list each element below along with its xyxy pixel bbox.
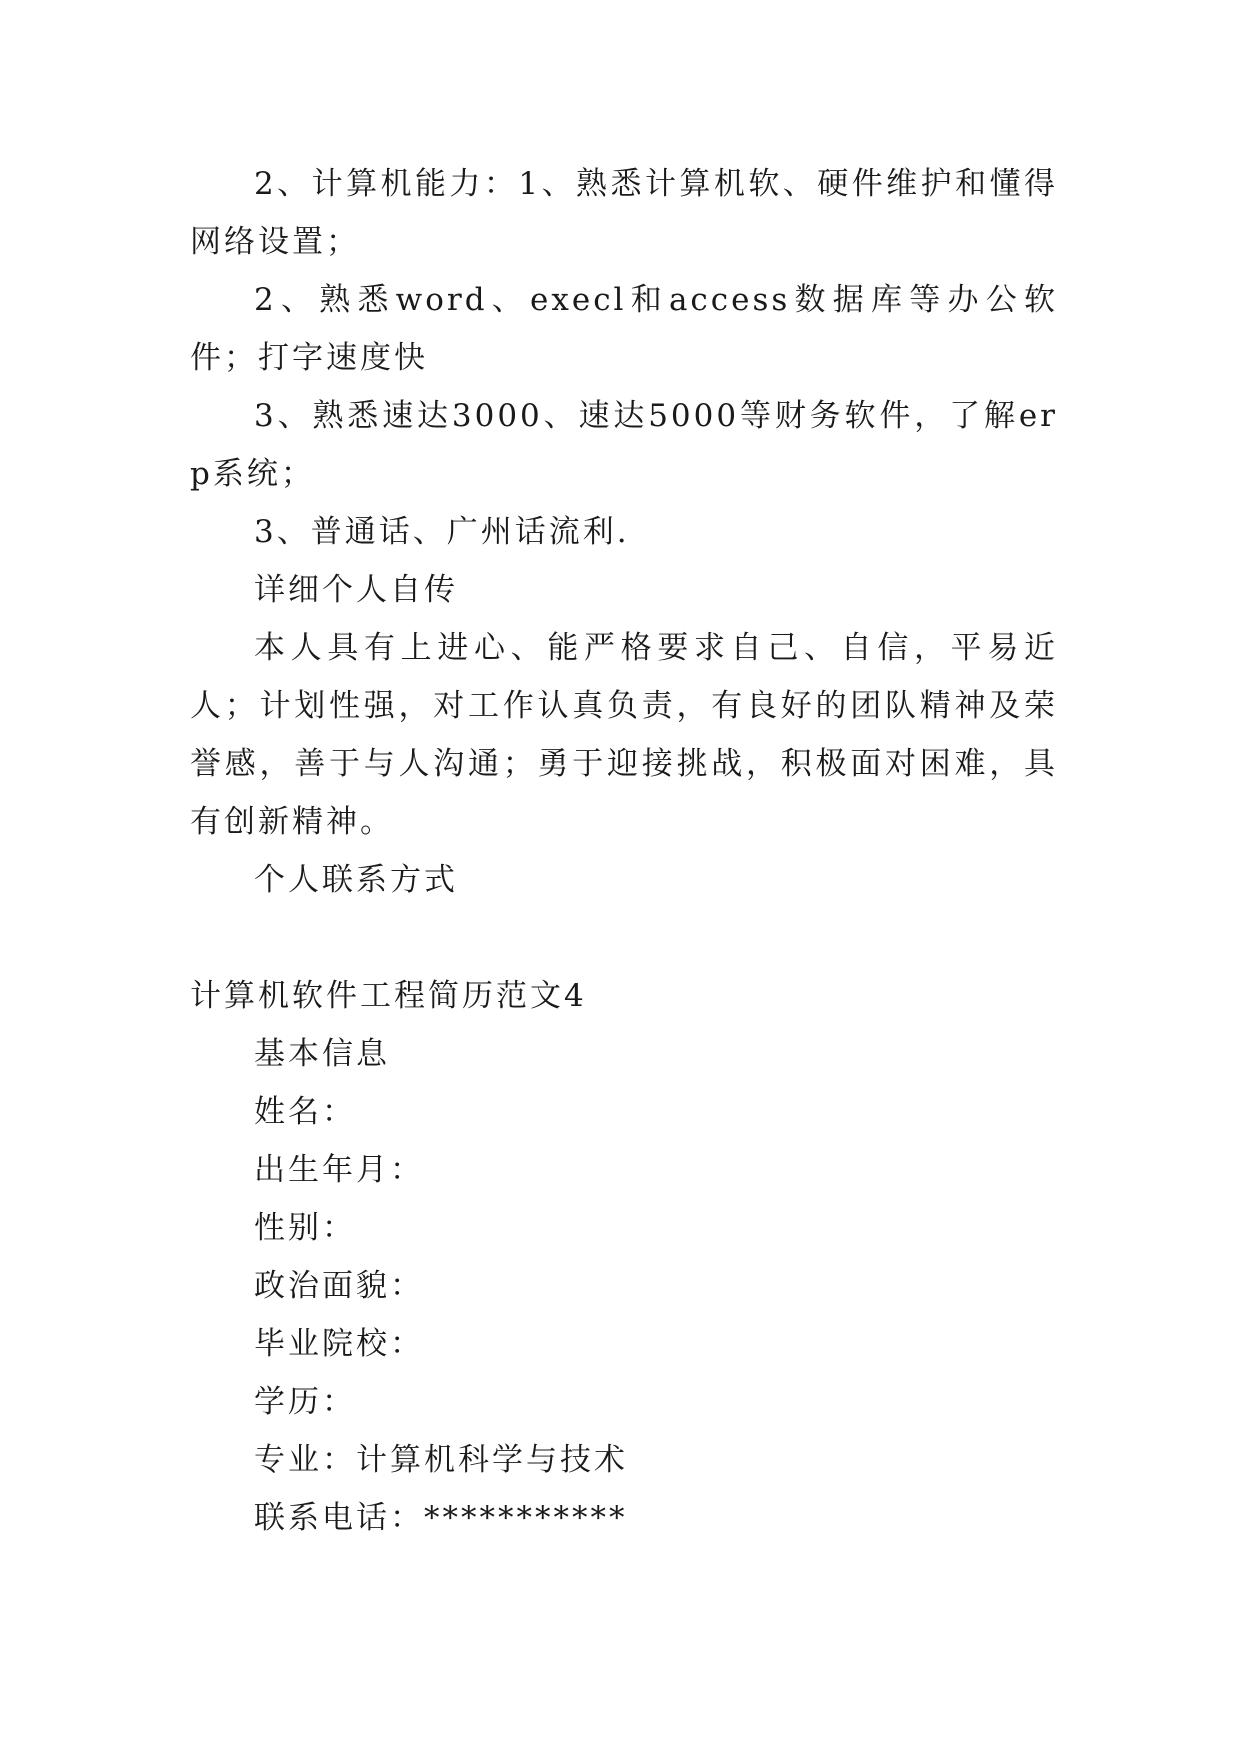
field-education: 学历： bbox=[254, 1384, 356, 1420]
field-birth-date: 出生年月： bbox=[254, 1152, 424, 1188]
field-major: 专业：计算机科学与技术 bbox=[254, 1442, 628, 1478]
self-intro-heading: 详细个人自传 bbox=[254, 572, 458, 608]
section-spacer bbox=[190, 909, 1058, 967]
self-intro-body: 本人具有上进心、能严格要求自己、自信，平易近人；计划性强，对工作认真负责，有良好的团队精神及荣誉感，善于与人沟通；勇于迎接挑战，积极面对困难，具有创新精神。 bbox=[190, 630, 1058, 840]
basic-info-heading: 基本信息 bbox=[254, 1036, 390, 1072]
field-phone: 联系电话：*********** bbox=[254, 1500, 628, 1536]
field-school: 毕业院校： bbox=[254, 1326, 424, 1362]
skill-computer-3: 3、熟悉速达3000、速达5000等财务软件，了解erp系统； bbox=[190, 398, 1058, 492]
contact-heading: 个人联系方式 bbox=[254, 862, 458, 898]
skill-computer-1: 2、计算机能力：1、熟悉计算机软、硬件维护和懂得网络设置； bbox=[190, 166, 1058, 260]
sample-title: 计算机软件工程简历范文4 bbox=[190, 978, 587, 1014]
skill-language: 3、普通话、广州话流利. bbox=[254, 514, 630, 550]
field-gender: 性别： bbox=[254, 1210, 356, 1246]
document-body bbox=[190, 155, 1058, 1547]
field-political-status: 政治面貌： bbox=[254, 1268, 424, 1304]
field-name: 姓名： bbox=[254, 1094, 356, 1130]
skill-computer-2: 2、熟悉word、execl和access数据库等办公软件；打字速度快 bbox=[190, 282, 1058, 376]
